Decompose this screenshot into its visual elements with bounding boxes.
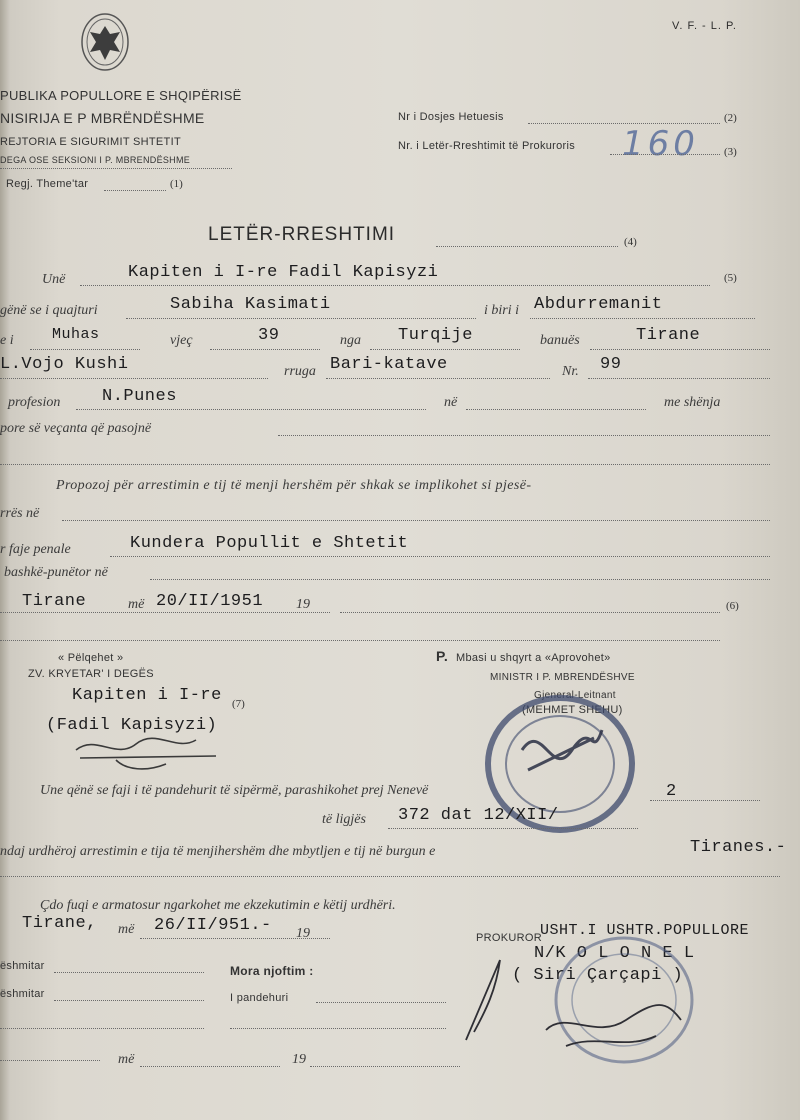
ligjes-label: të ligjës (322, 812, 366, 827)
rjec-label: vjeç (170, 333, 193, 348)
nga-value: Turqije (398, 326, 473, 345)
biri-value: Abdurremanit (534, 295, 663, 314)
gjeneral-text: Gjeneral-Leitnant (534, 690, 616, 701)
dosja-label: Nr i Dosjes Hetuesis (398, 111, 504, 123)
une-num: (5) (724, 272, 737, 284)
urdheroj-text: ndaj urdhëroj arrestimin e tija të menjihershëm dhe mbytljen e tij në burgun e (0, 844, 436, 859)
burgu-value: Tiranes.- (690, 838, 787, 857)
rruga-label: rruga (284, 364, 316, 379)
prokuror-value: USHT.I USHTR.POPULLORE (540, 922, 750, 939)
row3-prefix: e i (0, 333, 14, 348)
signature-prokuror-icon (456, 950, 696, 1065)
une-value: Kapiten i I-re Fadil Kapisyzi (128, 263, 439, 282)
ligjes-value: 372 dat 12/XII/ (398, 806, 559, 825)
biri-label: i biri i (484, 303, 520, 318)
me-2: më (118, 922, 135, 937)
nr-label: Nr. (562, 364, 579, 379)
pandehuri-label: I pandehuri (230, 992, 289, 1004)
rjec-value: 39 (258, 326, 280, 345)
kolonel-title: N/K O L O N E L (534, 944, 695, 963)
nga-label: nga (340, 333, 361, 348)
date-1: 20/II/1951 (156, 592, 264, 611)
leter-value: 160 (622, 124, 699, 164)
kryetar-name: Kapiten i I-re (72, 686, 222, 705)
title-num: (4) (624, 236, 637, 248)
shenja-label: me shënja (664, 395, 721, 410)
kryetar-paren: (Fadil Kapisyzi) (46, 716, 218, 735)
ne-label: në (444, 395, 458, 410)
ministri-text: MINISTR I P. MBRENDËSHVE (490, 672, 635, 683)
faje-value: Kundera Popullit e Shtetit (130, 534, 409, 553)
eagle-emblem-icon (80, 12, 130, 77)
regj-label: Regj. Theme'tar (6, 178, 89, 190)
header-line-3: REJTORIA E SIGURIMIT SHTETIT (0, 136, 181, 148)
me-1: më (128, 597, 145, 612)
banues-label: banuës (540, 333, 580, 348)
signature-kryetar-icon (56, 730, 236, 781)
bashke-label: bashkë-punëtor në (4, 565, 108, 580)
leter-num: (3) (724, 146, 737, 158)
header-line-4: DEGA OSE SEKSIONI I P. MBRENDËSHME (0, 155, 191, 165)
shehu-text: (MEHMET SHEHU) (522, 704, 623, 716)
faje-label: r faje penale (0, 542, 71, 557)
gene-line: Une qënë se faji i të pandehurit të sipërmë, parashikohet prej Nenevë (40, 783, 429, 798)
year-3: 19 (292, 1052, 306, 1067)
place-2: Tirane, (22, 914, 97, 933)
year-1: 19 (296, 597, 310, 612)
mbasi-text: Mbasi u shqyrt a «Aprovohet» (456, 652, 611, 664)
kryetar-title: ZV. KRYETAR' I DEGËS (28, 668, 154, 680)
vecanta-label: pore së veçanta që pasojnë (0, 421, 152, 436)
mbasi-prefix: P. (436, 648, 449, 664)
marres-label: rrës në (0, 506, 40, 521)
quajturi-value: Sabiha Kasimati (170, 295, 331, 314)
rruga-value: Bari-katave (330, 355, 448, 374)
header-line-2: NISIRIJA E P MBRËNDËSHME (0, 110, 205, 126)
num-6: (6) (726, 600, 739, 612)
prokuror-label: PROKUROR (476, 932, 542, 944)
kolonel-name: ( Siri Çarçapi ) (512, 966, 684, 985)
place-1: Tirane (22, 592, 87, 611)
propozoj-text: Propozoj për arrestimin e tij të menji hershëm për shkak se implikohet si pjesë- (56, 478, 532, 493)
num-7: (7) (232, 698, 245, 710)
profesion-value: N.Punes (102, 387, 177, 406)
quajturi-label: gënë se i quajturi (0, 303, 98, 318)
row4-value: L.Vojo Kushi (0, 355, 129, 374)
pelqehet: « Pëlqehet » (58, 652, 124, 664)
nr-value: 99 (600, 355, 622, 374)
shmitar-2: ëshmitar (0, 988, 45, 1000)
une-label: Unë (42, 272, 66, 287)
date-2: 26/II/951.- (154, 916, 272, 935)
page-title: LETËR-RRESHTIMI (208, 224, 396, 245)
shmitar-1: ëshmitar (0, 960, 45, 972)
profesion-label: profesion (8, 395, 61, 410)
cdo-text: Çdo fuqi e armatosur ngarkohet me ekzekutimin e këtij urdhëri. (40, 898, 396, 913)
me-3: më (118, 1052, 135, 1067)
year-2: 19 (296, 926, 310, 941)
leter-label: Nr. i Letër-Rreshtimit të Prokuroris (398, 140, 576, 152)
regj-num: (1) (170, 178, 183, 190)
dosja-num: (2) (724, 112, 737, 124)
banues-value: Tirane (636, 326, 701, 345)
header-line-1: PUBLIKA POPULLORE E SHQIPËRISË (0, 88, 242, 103)
mora-label: Mora njoftim : (230, 964, 314, 978)
corner-code: V. F. - L. P. (672, 20, 737, 32)
row3-value: Muhas (52, 326, 100, 343)
nen-value: 2 (666, 782, 677, 801)
